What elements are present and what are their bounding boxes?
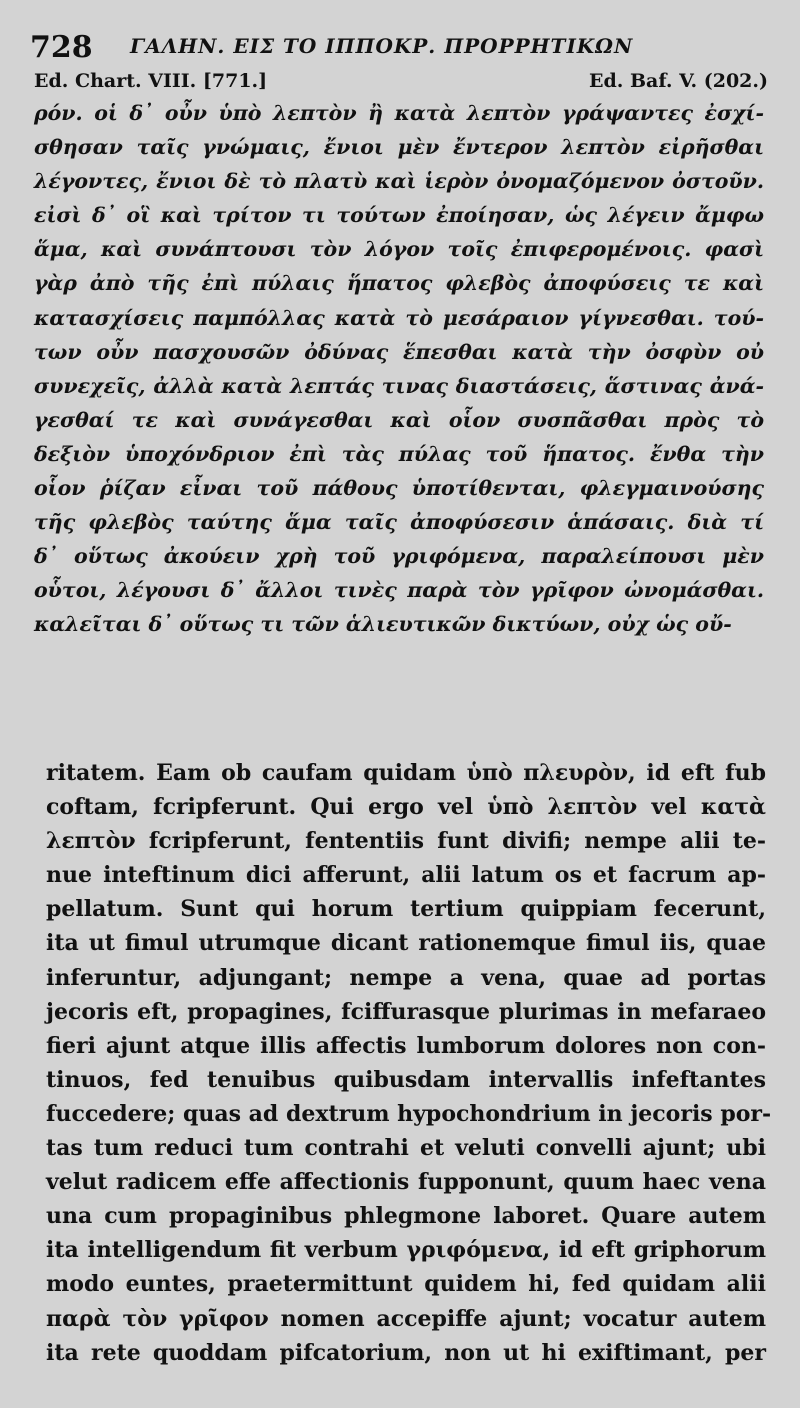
- greek-text-line: γὰρ ἀπὸ τῆς ἐπὶ πύλαις ἥπατος φλεβὸς ἀποφύσεις τε καὶ: [34, 271, 764, 296]
- greek-text-line: ἅμα, καὶ συνάπτουσι τὸν λόγον τοῖς ἐπιφερομένοις. φασὶ: [34, 237, 764, 262]
- edition-chart-ref: Ed. Chart. VIII. [771.]: [34, 70, 268, 92]
- greek-text-block: [34, 96, 764, 642]
- greek-text-line: οὗτοι, λέγουσι δ᾽ ἄλλοι τινὲς παρὰ τὸν γρῖφον ὠνομάσθαι.: [34, 578, 764, 603]
- greek-text-line: των οὖν πασχουσῶν ὀδύνας ἕπεσθαι κατὰ τὴν ὀσφὺν οὐ: [34, 339, 764, 364]
- latin-text-line: ita intelligendum fit verbum γριφόμενα, id eft griphorum: [46, 1237, 766, 1264]
- greek-text-line: τῆς φλεβὸς ταύτης ἅμα ταῖς ἀποφύσεσιν ἁπάσαις. διὰ τί: [34, 510, 764, 535]
- latin-text-line: fieri ajunt atque illis affectis lumborum dolores non con-: [46, 1032, 766, 1059]
- latin-text-block: [46, 756, 772, 1370]
- edition-basel-ref: Ed. Baf. V. (202.): [589, 70, 768, 92]
- greek-text-line: καλεῖται δ᾽ οὕτως τι τῶν ἁλιευτικῶν δικτύων, οὐχ ὡς οὔ-: [34, 612, 732, 637]
- latin-text-line: coftam, fcripferunt. Qui ergo vel ὑπὸ λεπτὸν vel κατὰ: [46, 794, 766, 821]
- latin-text-line: ita rete quoddam pifcatorium, non ut hi exiftimant, per: [46, 1339, 766, 1366]
- greek-text-line: εἰσὶ δ᾽ οἳ καὶ τρίτον τι τούτων ἐποίησαν, ὡς λέγειν ἄμφω: [34, 203, 764, 228]
- latin-text-line: pellatum. Sunt qui horum tertium quippiam fecerunt,: [46, 896, 766, 923]
- latin-text-line: velut radicem effe affectionis fupponunt, quum haec vena: [46, 1169, 766, 1196]
- latin-text-line: modo euntes, praetermittunt quidem hi, fed quidam alii: [46, 1271, 766, 1298]
- greek-text-line: ρόν. οἱ δ᾽ οὖν ὑπὸ λεπτὸν ἢ κατὰ λεπτὸν γράψαντες ἐσχί-: [34, 101, 764, 125]
- greek-text-line: συνεχεῖς, ἀλλὰ κατὰ λεπτάς τινας διαστάσεις, ἅστινας ἀνά-: [34, 373, 764, 398]
- latin-text-line: tas tum reduci tum contrahi et veluti convelli ajunt; ubi: [46, 1135, 766, 1162]
- latin-text-line: una cum propaginibus phlegmone laboret. Quare autem: [46, 1203, 766, 1230]
- latin-text-line: nue inteftinum dici afferunt, alii latum os et facrum ap-: [46, 862, 766, 889]
- latin-text-line: jecoris eft, propagines, fciffurasque plurimas in mefaraeo: [46, 998, 766, 1025]
- latin-text-line: inferuntur, adjungant; nempe a vena, quae ad portas: [46, 964, 766, 991]
- greek-text-line: δεξιὸν ὑποχόνδριον ἐπὶ τὰς πύλας τοῦ ἥπατος. ἔνθα τὴν: [34, 441, 764, 466]
- greek-text-line: δ᾽ οὕτως ἀκούειν χρὴ τοῦ γριφόμενα, παραλείπουσι μὲν: [34, 544, 764, 569]
- edition-references: [34, 70, 770, 96]
- page-number: 728: [30, 30, 93, 65]
- greek-text-line: σθησαν ταῖς γνώμαις, ἔνιοι μὲν ἔντερον λεπτὸν εἰρῆσθαι: [34, 135, 764, 160]
- latin-text-line: ritatem. Eam ob caufam quidam ὑπὸ πλευρὸν, id eft fub: [46, 760, 766, 786]
- latin-text-line: tinuos, fed tenuibus quibusdam intervallis infeftantes: [46, 1066, 766, 1093]
- latin-text-line: λεπτὸν fcripferunt, fententiis funt divifi; nempe alii te-: [46, 828, 766, 855]
- latin-text-line: fuccedere; quas ad dextrum hypochondrium in jecoris por-: [46, 1100, 772, 1127]
- greek-text-line: λέγοντες, ἔνιοι δὲ τὸ πλατὺ καὶ ἱερὸν ὀνομαζόμενον ὀστοῦν.: [34, 169, 764, 194]
- running-title: ΓΑΛΗΝ. ΕΙΣ ΤΟ ΙΠΠΟΚΡ. ΠΡΟΡΡΗΤΙΚΩΝ: [130, 34, 634, 58]
- greek-text-line: γεσθαί τε καὶ συνάγεσθαι καὶ οἷον συσπᾶσθαι πρὸς τὸ: [34, 407, 764, 432]
- greek-text-line: κατασχίσεις παμπόλλας κατὰ τὸ μεσάραιον γίγνεσθαι. τού-: [34, 305, 764, 330]
- latin-text-line: ita ut fimul utrumque dicant rationemque fimul iis, quae: [46, 930, 766, 957]
- page-header: [30, 30, 770, 70]
- latin-text-line: παρὰ τὸν γρῖφον nomen accepiffe ajunt; vocatur autem: [46, 1305, 766, 1332]
- greek-text-line: οἷον ῥίζαν εἶναι τοῦ πάθους ὑποτίθενται, φλεγμαινούσης: [34, 476, 764, 501]
